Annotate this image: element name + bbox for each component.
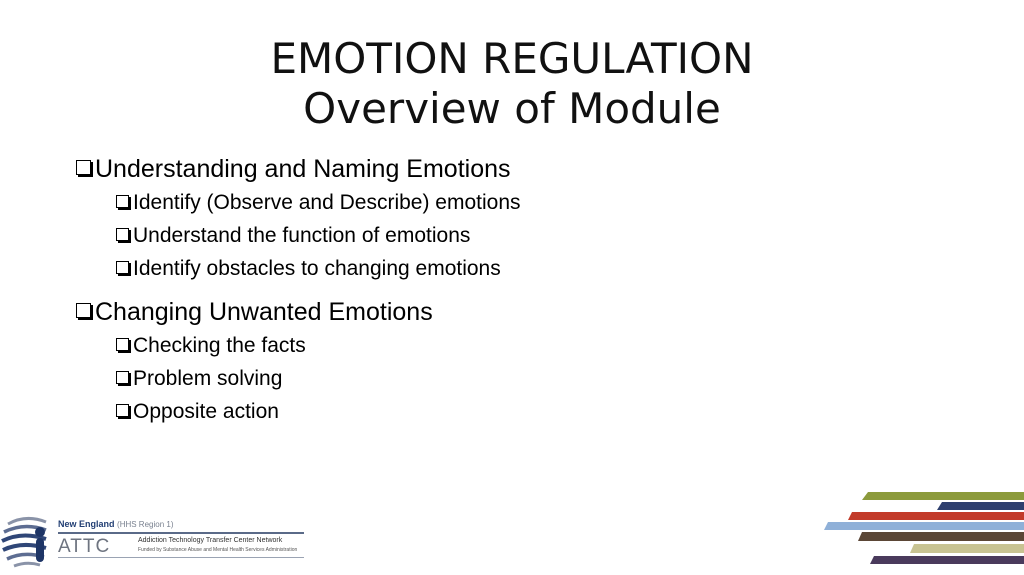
checkbox-bullet-icon — [76, 160, 91, 175]
sub-bullet-text: Problem solving — [133, 367, 283, 390]
attc-logo — [0, 510, 310, 570]
section-heading — [76, 295, 976, 329]
checkbox-bullet-icon — [116, 228, 129, 241]
section-heading-text: Changing Unwanted Emotions — [95, 298, 433, 326]
checkbox-bullet-icon — [116, 261, 129, 274]
attc-globe-icon — [0, 510, 56, 570]
checkbox-bullet-icon — [116, 371, 129, 384]
logo-full-name: Addiction Technology Transfer Center Network — [138, 537, 283, 544]
sub-bullet-text: Identify obstacles to changing emotions — [133, 257, 501, 280]
sub-bullet — [116, 252, 976, 285]
stripe-blue — [824, 522, 1024, 530]
sub-bullet — [116, 362, 976, 395]
bullet-list — [76, 152, 976, 428]
checkbox-bullet-icon — [76, 303, 91, 318]
checkbox-bullet-icon — [116, 338, 129, 351]
stripe-khaki — [910, 544, 1024, 553]
section-heading-text: Understanding and Naming Emotions — [95, 155, 511, 183]
logo-divider — [58, 532, 304, 534]
logo-funding-text: Funded by Substance Abuse and Mental Health Services Administration — [138, 547, 298, 553]
logo-divider-bottom — [58, 557, 304, 558]
logo-region-text — [58, 519, 174, 529]
logo-region-name: New England — [58, 519, 115, 529]
stripe-olive — [862, 492, 1024, 500]
sub-bullet-text: Checking the facts — [133, 334, 306, 357]
sub-bullet-text: Identify (Observe and Describe) emotions — [133, 191, 521, 214]
decorative-stripes — [822, 488, 1024, 575]
sub-bullet-text: Understand the function of emotions — [133, 224, 471, 247]
sub-bullet — [116, 395, 976, 428]
sub-bullet — [116, 219, 976, 252]
logo-acronym: ATTC — [58, 536, 111, 557]
slide-title-line-2: Overview of Module — [303, 84, 721, 133]
sub-bullet — [116, 329, 976, 362]
checkbox-bullet-icon — [116, 195, 129, 208]
stripe-brown — [858, 532, 1024, 541]
stripe-navy — [937, 502, 1024, 510]
slide-title — [0, 34, 1024, 134]
slide-title-line-1: EMOTION REGULATION — [270, 34, 754, 83]
checkbox-bullet-icon — [116, 404, 129, 417]
stripe-red — [848, 512, 1024, 520]
section-heading — [76, 152, 976, 186]
stripe-purple — [870, 556, 1024, 564]
logo-region-detail: (HHS Region 1) — [117, 520, 174, 529]
sub-bullet-text: Opposite action — [133, 400, 279, 423]
sub-bullet — [116, 186, 976, 219]
